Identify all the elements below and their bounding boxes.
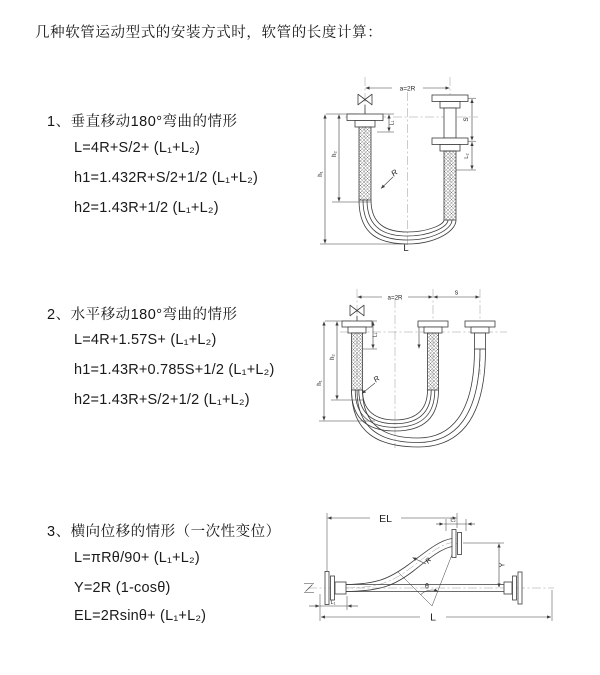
section-1-heading: 1、垂直移动180°弯曲的情形: [47, 114, 238, 130]
diagram-vertical-180-bend: [315, 70, 520, 255]
hose-displaced-position: [346, 539, 452, 592]
dim-label-a2r: a=2R: [387, 294, 403, 302]
dim-label-l2: L₂: [450, 517, 456, 524]
section-3-formula-y: Y=2R (1-cosθ): [74, 580, 171, 596]
section-2-formula-h1: h1=1.43R+0.785S+1/2 (L₁+L₂): [74, 362, 275, 378]
dim-label-s: s: [454, 289, 459, 297]
centerlines: [308, 543, 554, 589]
dim-label-l1: L₁: [389, 120, 396, 126]
dim-label-l1: L₁: [372, 332, 379, 338]
hose-bend-curves-position2: [352, 349, 486, 447]
dim-label-h1: h₁: [317, 171, 324, 177]
dim-label-l1: L₁: [330, 599, 336, 606]
section-3-formula-el: EL=2Rsinθ+ (L₁+L₂): [74, 608, 207, 624]
diagram-lateral-displacement: [300, 502, 560, 652]
dimension-lines: [309, 513, 552, 621]
section-1-formula-l: L=4R+S/2+ (L₁+L₂): [74, 140, 200, 156]
radius-label: R: [389, 167, 400, 179]
section-3-formula-l: L=πRθ/90+ (L₁+L₂): [74, 550, 200, 566]
length-label: L: [403, 243, 409, 254]
section-2-formula-h2: h2=1.43R+S/2+1/2 (L₁+L₂): [74, 392, 250, 408]
angle-label: θ: [425, 583, 429, 591]
section-2-formula-l: L=4R+1.57S+ (L₁+L₂): [74, 332, 217, 348]
dim-label-h1: h₁: [316, 380, 323, 386]
section-2-heading: 2、水平移动180°弯曲的情形: [47, 307, 238, 323]
dim-label-l2: L₂: [463, 153, 470, 159]
dim-label-h2: h₂: [329, 354, 336, 360]
radius-label: R: [371, 373, 382, 385]
flanges: [325, 530, 522, 605]
section-1-formula-h1: h1=1.432R+S/2+1/2 (L₁+L₂): [74, 170, 259, 186]
page-title: 几种软管运动型式的安装方式时，软管的长度计算：: [35, 25, 383, 41]
dimension-lines: [316, 297, 479, 421]
dim-label-el: EL: [379, 512, 392, 525]
dim-label-s: S: [462, 117, 470, 122]
section-1-formula-h2: h2=1.43R+1/2 (L₁+L₂): [74, 200, 219, 216]
section-3-heading: 3、横向位移的情形（一次性变位）: [47, 524, 281, 540]
flanges-and-pipes: [342, 321, 495, 349]
dim-label-h2: h₂: [331, 151, 338, 157]
radius-label: R: [424, 556, 434, 566]
dim-label-y: Y: [499, 562, 507, 568]
dim-label-a2r: a=2R: [399, 85, 416, 93]
diagram-horizontal-180-bend: [315, 283, 525, 460]
length-label: L: [430, 611, 436, 624]
